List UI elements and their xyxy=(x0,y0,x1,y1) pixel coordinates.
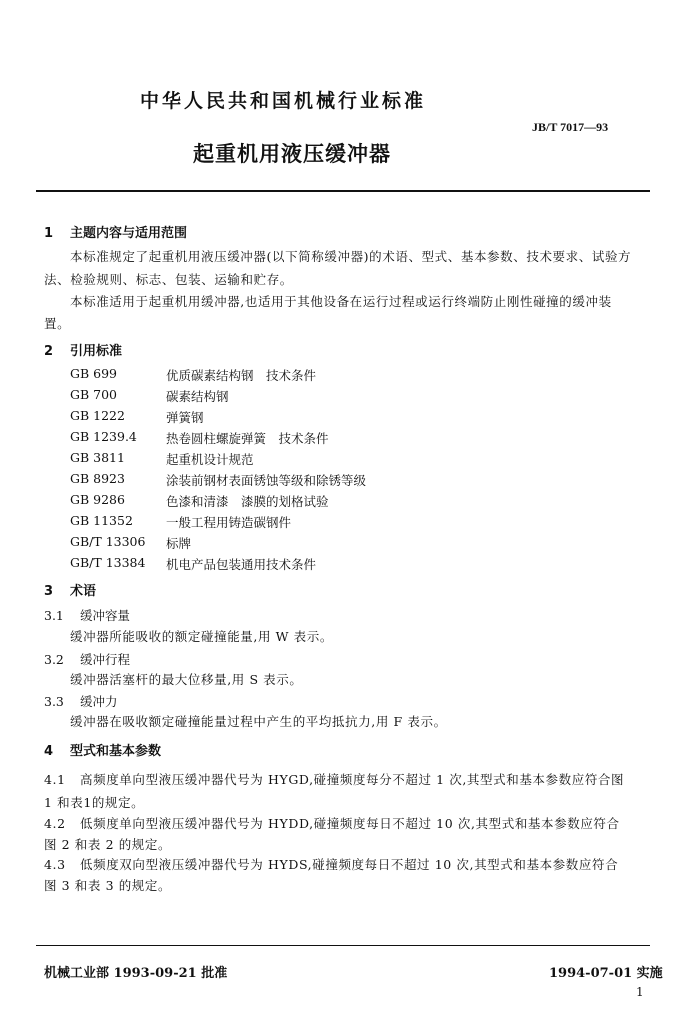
standard-code: JB/T 7017—93 xyxy=(532,120,609,134)
clause-line xyxy=(44,855,618,873)
reference-code: GB 1239.4 xyxy=(70,429,137,444)
reference-code: GB/T 13384 xyxy=(70,555,146,570)
reference-code: GB 1222 xyxy=(70,408,125,423)
document-title: 起重机用液压缓冲器 xyxy=(193,142,391,166)
term-heading xyxy=(44,650,130,668)
reference-title: 标牌 xyxy=(166,536,192,551)
reference-code: GB 700 xyxy=(70,387,118,402)
clause-line: 1 和表1的规定。 xyxy=(44,795,145,810)
clause-line xyxy=(44,814,620,832)
reference-title: 热卷圆柱螺旋弹簧 技术条件 xyxy=(166,431,329,446)
section-number: 1 xyxy=(44,226,54,241)
term-number: 3.2 xyxy=(44,652,64,667)
term-definition: 缓冲器活塞杆的最大位移量,用 S 表示。 xyxy=(70,672,303,687)
paragraph-line: 本标准规定了起重机用液压缓冲器(以下简称缓冲器)的术语、型式、基本参数、技术要求、试验方 xyxy=(70,249,632,264)
paragraph-line: 法、检验规则、标志、包装、运输和贮存。 xyxy=(44,272,293,287)
section-title: 主题内容与适用范围 xyxy=(70,226,188,241)
section-4-heading xyxy=(44,740,161,759)
reference-code: GB 3811 xyxy=(70,450,125,465)
clause-text: 低频度双向型液压缓冲器代号为 HYDS,碰撞频度每日不超过 10 次,其型式和基本参数应符合 xyxy=(80,857,619,872)
reference-code: GB 11352 xyxy=(70,513,133,528)
section-title: 引用标准 xyxy=(70,344,123,359)
clause-number: 4.1 xyxy=(44,772,66,787)
term-number: 3.1 xyxy=(44,608,64,623)
paragraph-line: 置。 xyxy=(44,316,71,331)
term-name: 缓冲容量 xyxy=(80,608,131,623)
approval-date: 机械工业部 1993-09-21 批准 xyxy=(44,966,228,981)
term-heading xyxy=(44,606,130,624)
reference-title: 色漆和清漆 漆膜的划格试验 xyxy=(166,494,329,509)
clause-text: 高频度单向型液压缓冲器代号为 HYGD,碰撞频度每分不超过 1 次,其型式和基本参数应符合图 xyxy=(80,772,625,787)
reference-title: 碳素结构钢 xyxy=(166,389,229,404)
effective-date: 1994-07-01 实施 xyxy=(549,966,663,981)
section-number: 2 xyxy=(44,344,54,359)
clause-line: 图 2 和表 2 的规定。 xyxy=(44,837,172,852)
reference-title: 机电产品包装通用技术条件 xyxy=(166,557,317,572)
section-3-heading xyxy=(44,580,96,599)
term-name: 缓冲行程 xyxy=(80,652,131,667)
reference-title: 优质碳素结构钢 技术条件 xyxy=(166,368,317,383)
section-title: 型式和基本参数 xyxy=(70,744,162,759)
reference-code: GB 8923 xyxy=(70,471,125,486)
footer-rule xyxy=(36,945,650,946)
reference-code: GB/T 13306 xyxy=(70,534,146,549)
term-number: 3.3 xyxy=(44,694,64,709)
paragraph-line: 本标准适用于起重机用缓冲器,也适用于其他设备在运行过程或运行终端防止刚性碰撞的缓冲装 xyxy=(70,294,612,309)
clause-text: 低频度单向型液压缓冲器代号为 HYDD,碰撞频度每日不超过 10 次,其型式和基本参数应符合 xyxy=(80,816,620,831)
reference-title: 涂装前钢材表面锈蚀等级和除锈等级 xyxy=(166,473,367,488)
reference-code: GB 9286 xyxy=(70,492,125,507)
term-definition: 缓冲器在吸收额定碰撞能量过程中产生的平均抵抗力,用 F 表示。 xyxy=(70,714,447,729)
page-number: 1 xyxy=(636,985,644,999)
reference-title: 一般工程用铸造碳钢件 xyxy=(166,515,292,530)
standard-type-heading: 中华人民共和国机械行业标准 xyxy=(140,90,427,112)
clause-line: 图 3 和表 3 的规定。 xyxy=(44,878,172,893)
section-2-heading xyxy=(44,340,122,359)
term-heading xyxy=(44,692,118,710)
section-number: 3 xyxy=(44,584,54,599)
term-definition: 缓冲器所能吸收的额定碰撞能量,用 W 表示。 xyxy=(70,629,333,644)
clause-number: 4.3 xyxy=(44,857,66,872)
reference-code: GB 699 xyxy=(70,366,118,381)
section-title: 术语 xyxy=(70,584,97,599)
section-1-heading xyxy=(44,222,187,241)
term-name: 缓冲力 xyxy=(80,694,118,709)
clause-number: 4.2 xyxy=(44,816,66,831)
reference-title: 弹簧钢 xyxy=(166,410,204,425)
section-number: 4 xyxy=(44,744,54,759)
clause-line xyxy=(44,770,624,788)
header-rule xyxy=(36,190,650,192)
reference-title: 起重机设计规范 xyxy=(166,452,254,467)
